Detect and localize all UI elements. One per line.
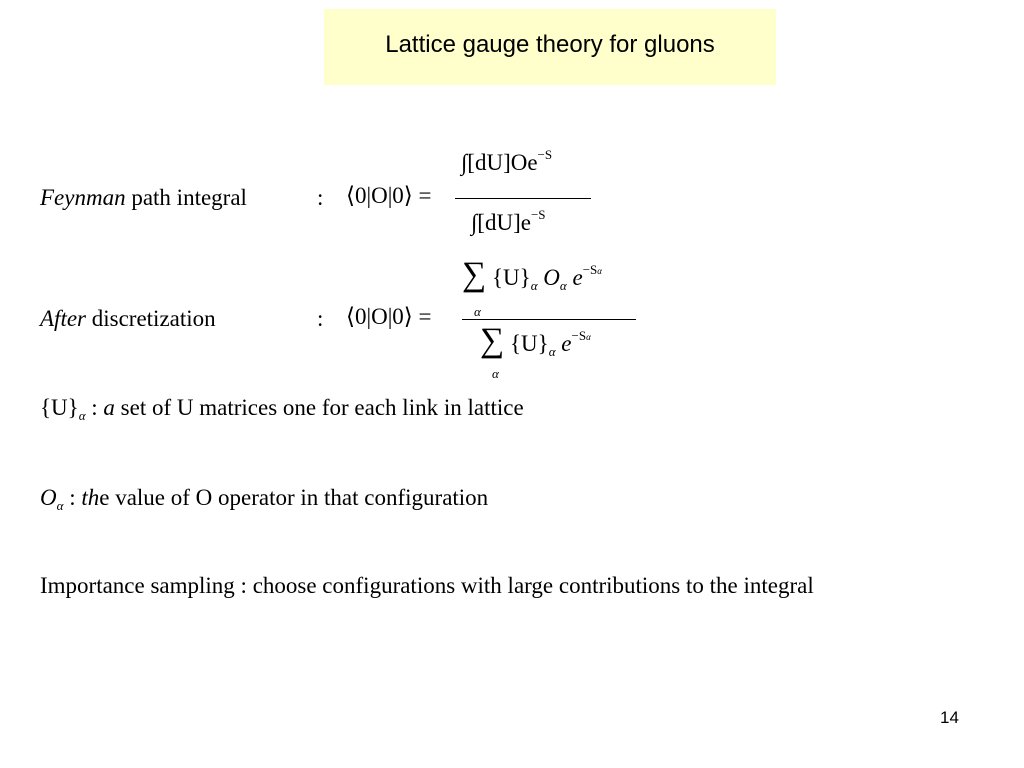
sum-index: α [474,304,481,319]
feynman-label: Feynman path integral [40,185,247,210]
title-box [324,9,776,85]
feynman-numerator: $\int[dU]Oe^{-S}$ [461,147,553,175]
after-colon: : [317,306,324,331]
after-numerator: ∑ $\{U\}_\alpha$ $O_\alpha$ $e^{-S\alpha}$ [462,256,602,293]
after-fraction-bar [462,319,636,320]
after-label: After discretization [40,306,216,331]
feynman-fraction-bar [455,198,591,199]
u-definition: $\{U\}_\alpha$ : a set of U matrices one for each link in lattice [40,395,524,423]
after-denominator: ∑ $\{U\}_\alpha$ $e^{-S\alpha}$ [480,322,591,359]
o-definition: $O_\alpha$ : the value of O operator in that configuration [40,485,489,513]
slide-title: Lattice gauge theory for gluons [385,31,715,58]
page-number: 14 [940,708,959,727]
importance-sampling: Importance sampling : choose configurations with large contributions to the integral [40,573,814,598]
sum-symbol: ∑ [462,256,487,293]
feynman-denominator: $\int[dU]e^{-S}$ [471,207,546,235]
feynman-colon: : [317,185,324,210]
after-lhs: ⟨0|O|0⟩ = [346,304,432,329]
feynman-lhs: ⟨0|O|0⟩ = [346,183,432,208]
